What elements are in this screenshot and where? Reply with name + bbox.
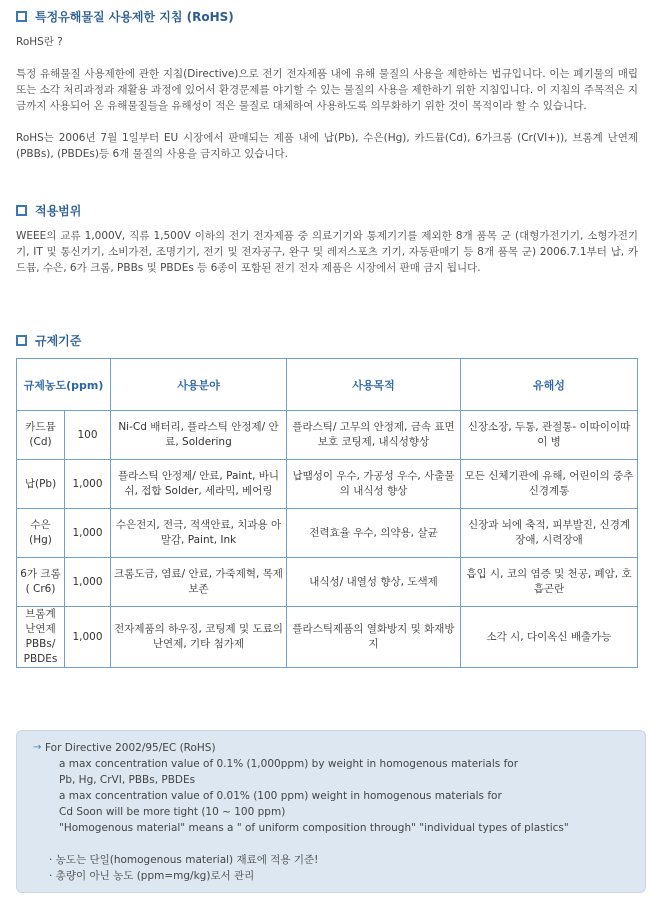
header-ppm: 규제농도(ppm) <box>17 359 111 411</box>
purpose-cell: 내식성/ 내열성 향상, 도색제 <box>287 558 461 607</box>
square-bullet-icon <box>16 335 27 346</box>
note-line: Pb, Hg, CrVI, PBBs, PBDEs <box>59 774 196 786</box>
field-cell: 수은전지, 전극, 적색안료, 치과용 아말감, Paint, Ink <box>111 509 287 558</box>
square-bullet-icon <box>16 205 27 216</box>
rohs-body-2: RoHS는 2006년 7월 1일부터 EU 시장에서 판매되는 제품 내에 납(Pb), 수은(Hg), 카드뮴(Cd), 6가크롬 (Cr(VI+)), 브롬계 난연제(PBBs), (PBDEs)등 6개 물질의 사용을 금지하고 있습니다. <box>16 132 638 160</box>
table-row <box>17 558 638 607</box>
substance-cell: 납(Pb) <box>17 460 65 509</box>
ppm-cell: 1,000 <box>65 460 111 509</box>
field-cell: Ni-Cd 배터리, 플라스틱 안정제/ 안료, Soldering <box>111 411 287 460</box>
ppm-cell: 1,000 <box>65 558 111 607</box>
directive-note-box <box>16 730 646 893</box>
field-cell: 전자제품의 하우징, 코팅제 및 도료의 난연제, 기타 첨가제 <box>111 607 287 668</box>
ppm-cell: 1,000 <box>65 607 111 668</box>
rohs-question: RoHS란 ? <box>16 36 63 48</box>
header-field: 사용분야 <box>111 359 287 411</box>
scope-body: WEEE의 교류 1,000V, 직류 1,500V 이하의 전기 전자제품 중 의료기기와 통제기기를 제외한 8개 품목 군 (대형가전기기, 소형가전기기, IT 및 통신기기, 소비가전, 조명기기, 전기 및 전자공구, 완구 및 레저스포츠 기기, 자동판매기 등 8개 품목 군) 2006.7.1부터 납, 카드뮴, 수은, 6가 크롬, PBBs 및 PBDEs 등 6종이 포함된 전기 전자 제품은 시장에서 판매 금지 됩니다. <box>16 230 638 274</box>
purpose-cell: 플라스틱/ 고무의 안정제, 금속 표면보호 코팅제, 내식성향상 <box>287 411 461 460</box>
purpose-cell: 납땜성이 우수, 가공성 우수, 사출물의 내식성 향상 <box>287 460 461 509</box>
header-hazard: 유해성 <box>461 359 638 411</box>
scope-section-title <box>16 202 81 219</box>
standard-section-title <box>16 332 81 349</box>
rohs-section-title <box>16 8 234 25</box>
hazard-cell: 모든 신체기관에 유해, 어린이의 중추 신경계통 <box>461 460 638 509</box>
square-bullet-icon <box>16 11 27 22</box>
note-line: a max concentration value of 0.1% (1,000ppm) by weight in homogenous materials for <box>59 758 519 770</box>
substance-cell: 브롬계 난연제 PBBs/ PBDEs <box>17 607 65 668</box>
hazard-cell: 신장소장, 두통, 관절통- 이따이이따이 병 <box>461 411 638 460</box>
substance-cell: 6가 크롬 ( Cr6) <box>17 558 65 607</box>
table-row <box>17 509 638 558</box>
purpose-cell: 플라스틱제품의 열화방지 및 화재방지 <box>287 607 461 668</box>
rohs-body-1: 특정 유해물질 사용제한에 관한 지침(Directive)으로 전기 전자제품 내에 유해 물질의 사용을 제한하는 법규입니다. 이는 폐기물의 매립 또는 소각 처리과정과 재활용 과정에 있어서 환경문제를 야기할 수 있는 물질의 사용을 제한하기 위한 지침입니다. 이 지침의 주목적은 지금까지 사용되어 온 유해물질들을 유해성이 적은 물질로 대체하여 사용하도록 의무화하기 위한 것이 목적이라 할 수 있습니다. <box>16 68 638 112</box>
purpose-cell: 전력효율 우수, 의약용, 살균 <box>287 509 461 558</box>
table-row <box>17 411 638 460</box>
field-cell: 플라스틱 안정제/ 안료, Paint, 바니쉬, 접합 Solder, 세라믹, 베어링 <box>111 460 287 509</box>
note-line: "Homogenous material" means a " of uniform composition through" "individual types of plastics" <box>59 822 569 834</box>
arrow-right-icon: → <box>33 742 42 753</box>
note-bullet: · 농도는 단일(homogenous material) 재료에 적용 기준! <box>49 854 319 866</box>
ppm-cell: 1,000 <box>65 509 111 558</box>
regulation-table <box>16 358 638 668</box>
substance-cell: 카드뮴 (Cd) <box>17 411 65 460</box>
hazard-cell: 소각 시, 다이옥신 배출가능 <box>461 607 638 668</box>
standard-title: 규제기준 <box>35 334 82 348</box>
note-bullet: · 총량이 아닌 농도 (ppm=mg/kg)로서 관리 <box>49 870 255 882</box>
table-header-row <box>17 359 638 411</box>
note-line: a max concentration value of 0.01% (100 ppm) weight in homogenous materials for <box>59 790 502 802</box>
field-cell: 크롬도금, 염료/ 안료, 가죽제혁, 목제보존 <box>111 558 287 607</box>
rohs-title: 특정유해물질 사용제한 지침 (RoHS) <box>35 10 234 24</box>
ppm-cell: 100 <box>65 411 111 460</box>
substance-cell: 수은 (Hg) <box>17 509 65 558</box>
note-line: For Directive 2002/95/EC (RoHS) <box>45 742 216 754</box>
hazard-cell: 신장과 뇌에 축적, 피부발진, 신경계 장애, 시력장애 <box>461 509 638 558</box>
scope-title: 적용범위 <box>35 204 82 218</box>
hazard-cell: 흡입 시, 코의 염증 및 천공, 폐암, 호흡곤란 <box>461 558 638 607</box>
header-purpose: 사용목적 <box>287 359 461 411</box>
table-row <box>17 460 638 509</box>
table-row <box>17 607 638 668</box>
note-line: Cd Soon will be more tight (10 ~ 100 ppm) <box>59 806 286 818</box>
